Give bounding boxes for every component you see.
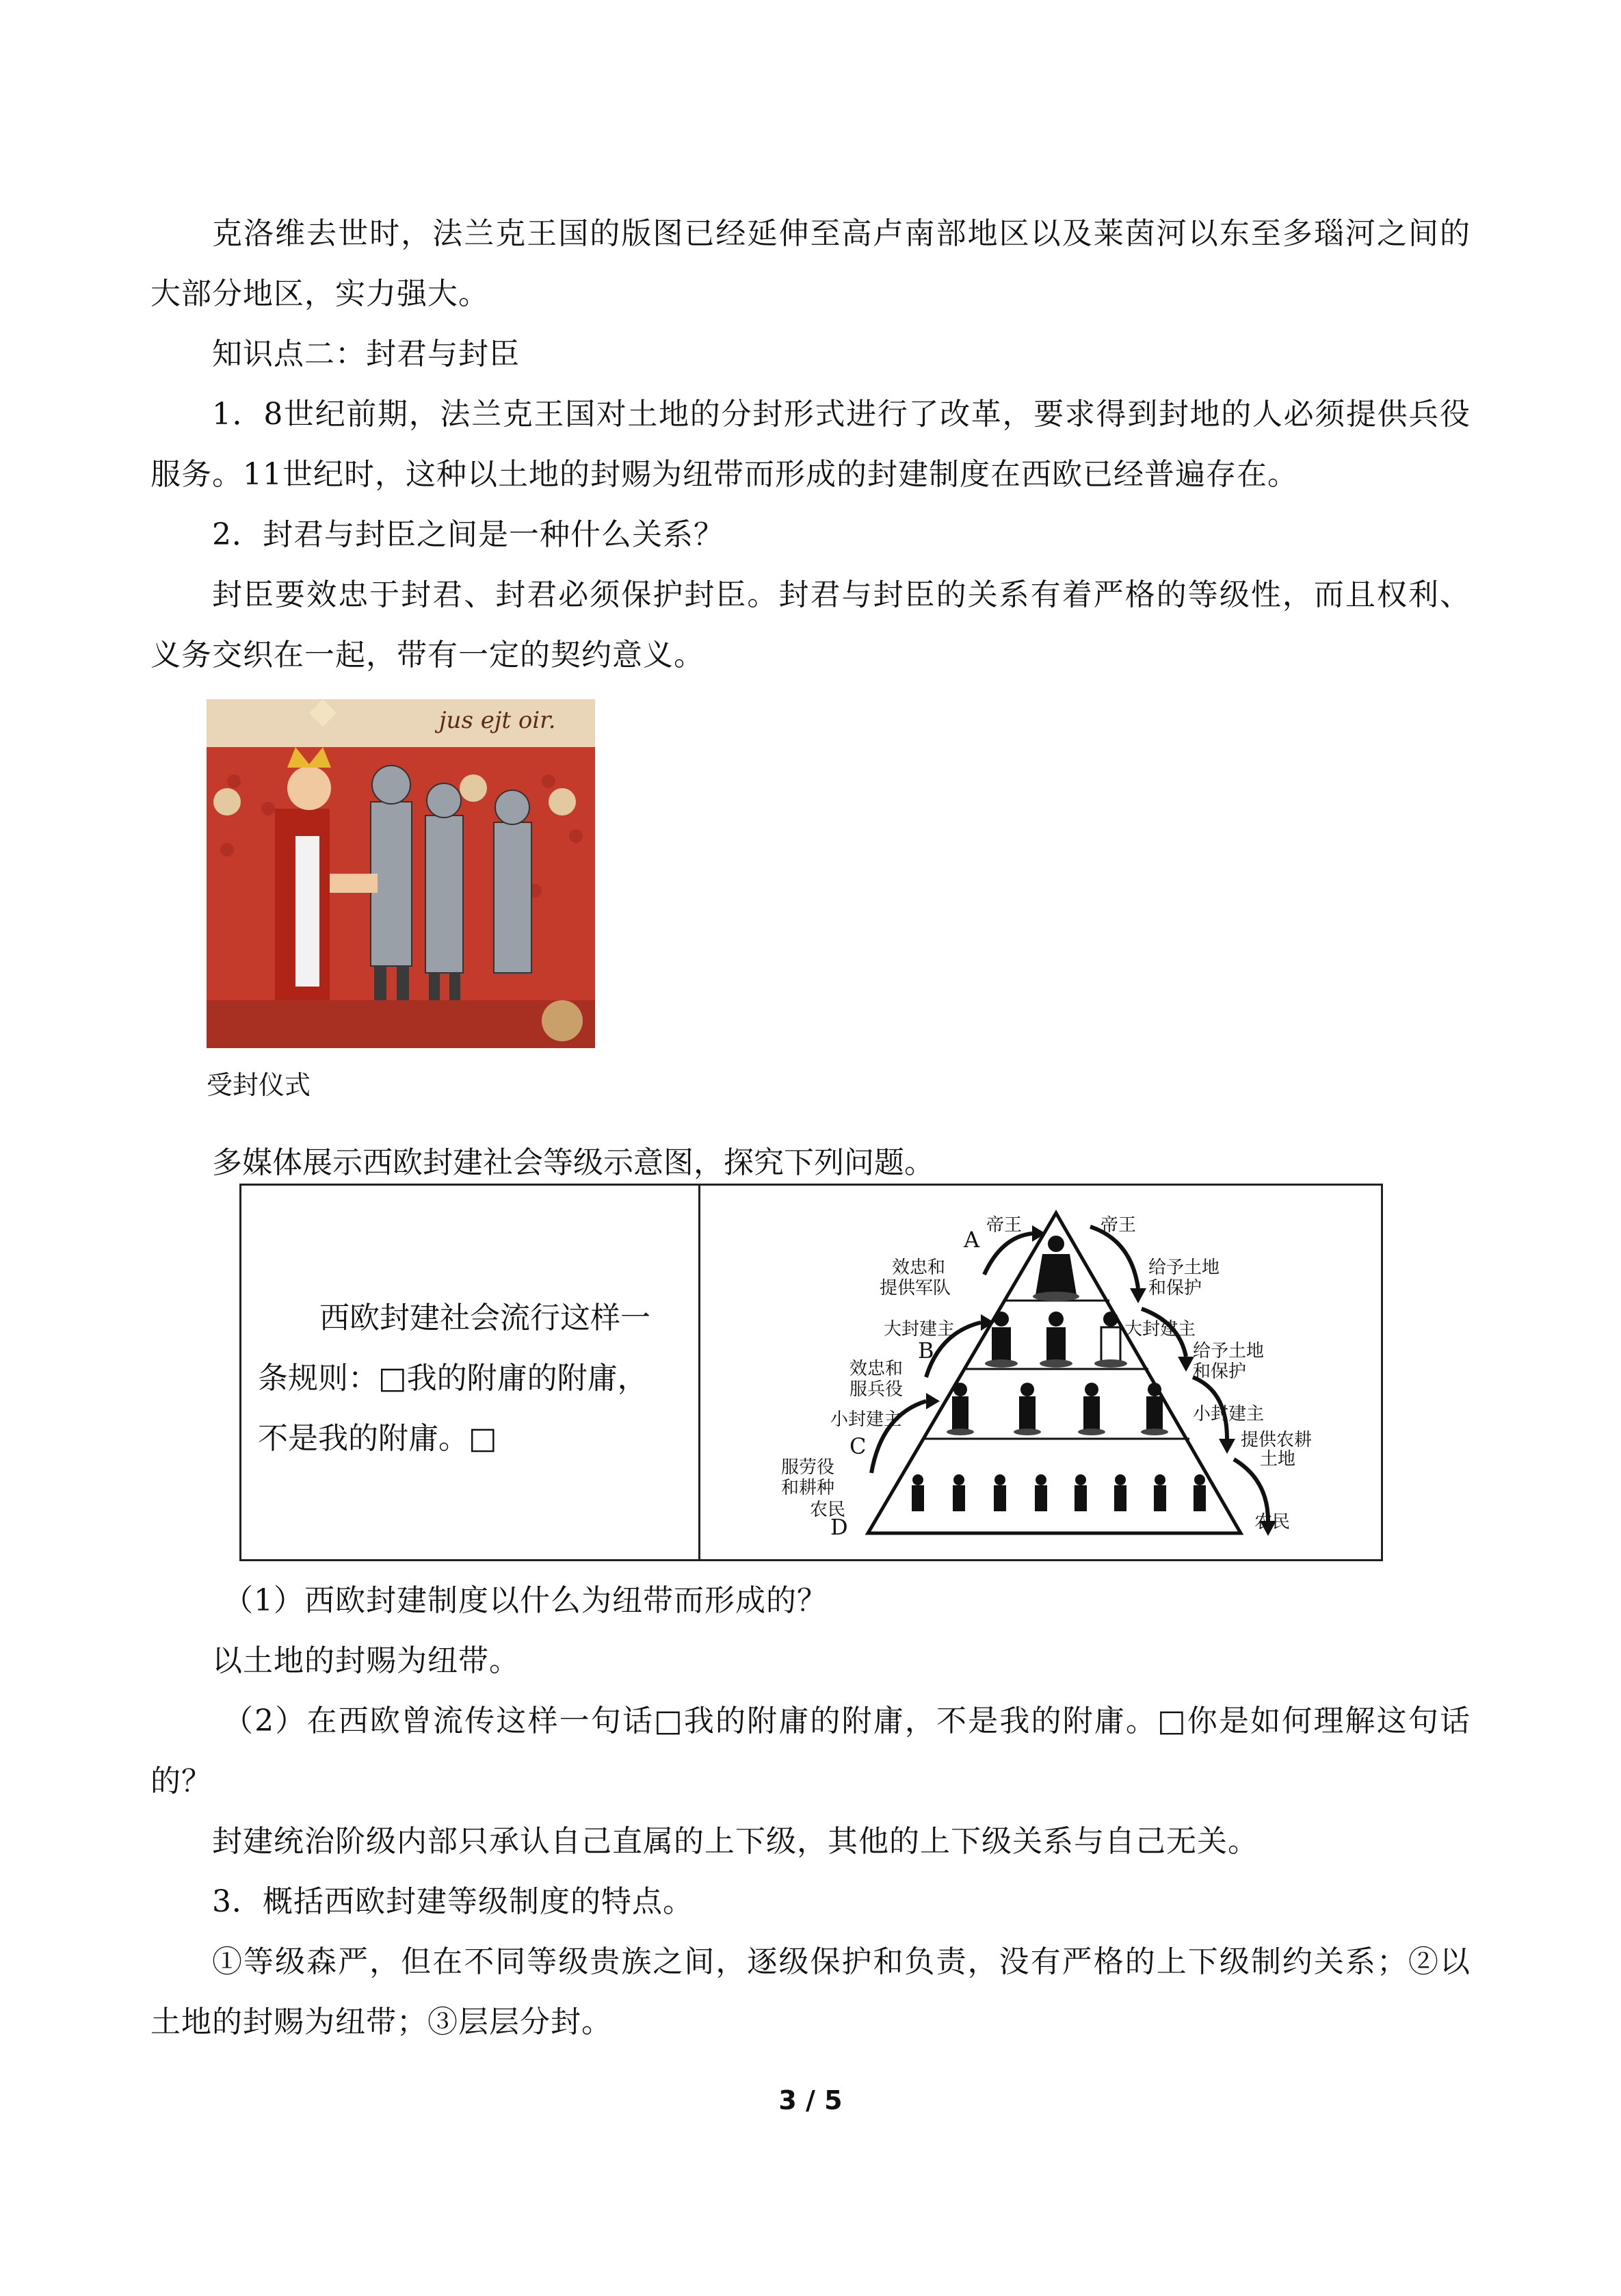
answer-1: 以土地的封赐为纽带。 xyxy=(212,1643,520,1678)
peasant-figures xyxy=(912,1474,1206,1511)
label-r2-text2: 和保护 xyxy=(1193,1361,1247,1382)
label-right-small-lord: 小封建主 xyxy=(1193,1404,1265,1424)
paragraph-point-1: 1．8世纪前期，法兰克王国对土地的分封形式进行了改革，要求得到封地的人必须提供兵役服务。11世纪时，这种以土地的封赐为纽带而形成的封建制度在西欧已经普遍存在。 xyxy=(150,397,1471,492)
label-c-text2: 和耕种 xyxy=(781,1478,835,1498)
paragraph-lord-vassal-relation: 封臣要效忠于封君、封君必须保护封臣。封君与封臣的关系有着严格的等级性，而且权利、义务交织在一起，带有一定的契约意义。 xyxy=(150,577,1471,673)
table-rule-text: 西欧封建社会流行这样一条规则：□我的附庸的附庸，不是我的附庸。□ xyxy=(258,1301,650,1456)
label-c-text1: 服劳役 xyxy=(781,1457,835,1478)
great-lord-figures xyxy=(985,1312,1127,1368)
label-r1-text2: 和保护 xyxy=(1148,1278,1202,1299)
question-3: 3．概括西欧封建等级制度的特点。 xyxy=(212,1884,694,1919)
label-left-peasant: 农民 xyxy=(810,1500,846,1520)
hierarchy-table xyxy=(239,1184,1383,1561)
label-b-text1: 效忠和 xyxy=(849,1359,904,1379)
paragraph-multimedia-intro: 多媒体展示西欧封建社会等级示意图，探究下列问题。 xyxy=(212,1145,934,1180)
page-number: 3 / 5 xyxy=(778,2085,843,2115)
answer-3: ①等级森严，但在不同等级贵族之间，逐级保护和负责，没有严格的上下级制约关系；②以土地的封赐为纽带；③层层分封。 xyxy=(150,1944,1471,2039)
question-1: （1）西欧封建制度以什么为纽带而形成的？ xyxy=(223,1583,828,1618)
paragraph-clovis: 克洛维去世时，法兰克王国的版图已经延伸至高卢南部地区以及莱茵河以东至多瑙河之间的大部分地区，实力强大。 xyxy=(150,216,1471,311)
letter-c: C xyxy=(849,1433,867,1459)
banner-text: jus ejt oir. xyxy=(439,707,556,734)
label-r3-text2: 土地 xyxy=(1260,1449,1296,1470)
letter-b: B xyxy=(918,1338,934,1364)
label-a-text1: 效忠和 xyxy=(892,1257,946,1278)
label-left-small-lord: 小封建主 xyxy=(830,1409,902,1430)
label-b-text2: 服兵役 xyxy=(849,1379,904,1400)
label-r3-text1: 提供农耕 xyxy=(1241,1430,1313,1450)
feudal-hierarchy-pyramid xyxy=(700,1186,1383,1559)
small-lord-figures xyxy=(947,1383,1168,1435)
investiture-ceremony-image xyxy=(207,699,595,1048)
label-right-emperor: 帝王 xyxy=(1101,1215,1137,1236)
label-right-peasant: 农民 xyxy=(1254,1512,1291,1532)
label-left-emperor: 帝王 xyxy=(986,1215,1023,1236)
emperor-figure xyxy=(1033,1236,1079,1301)
label-left-great-lord: 大封建主 xyxy=(884,1319,956,1340)
letter-d: D xyxy=(830,1514,848,1540)
letter-a: A xyxy=(964,1227,980,1253)
label-r2-text1: 给予土地 xyxy=(1193,1341,1265,1361)
label-a-text2: 提供军队 xyxy=(880,1278,951,1299)
question-point-2: 2．封君与封臣之间是一种什么关系？ xyxy=(212,517,724,552)
question-2: （2）在西欧曾流传这样一句话□我的附庸的附庸，不是我的附庸。□你是如何理解这句话的？ xyxy=(150,1704,1471,1799)
image-caption: 受封仪式 xyxy=(207,1070,311,1100)
section-heading-knowledge-point-2: 知识点二：封君与封臣 xyxy=(212,337,520,371)
label-right-great-lord: 大封建主 xyxy=(1124,1319,1196,1340)
answer-2: 封建统治阶级内部只承认自己直属的上下级，其他的上下级关系与自己无关。 xyxy=(212,1824,1258,1859)
label-r1-text1: 给予土地 xyxy=(1148,1257,1220,1278)
